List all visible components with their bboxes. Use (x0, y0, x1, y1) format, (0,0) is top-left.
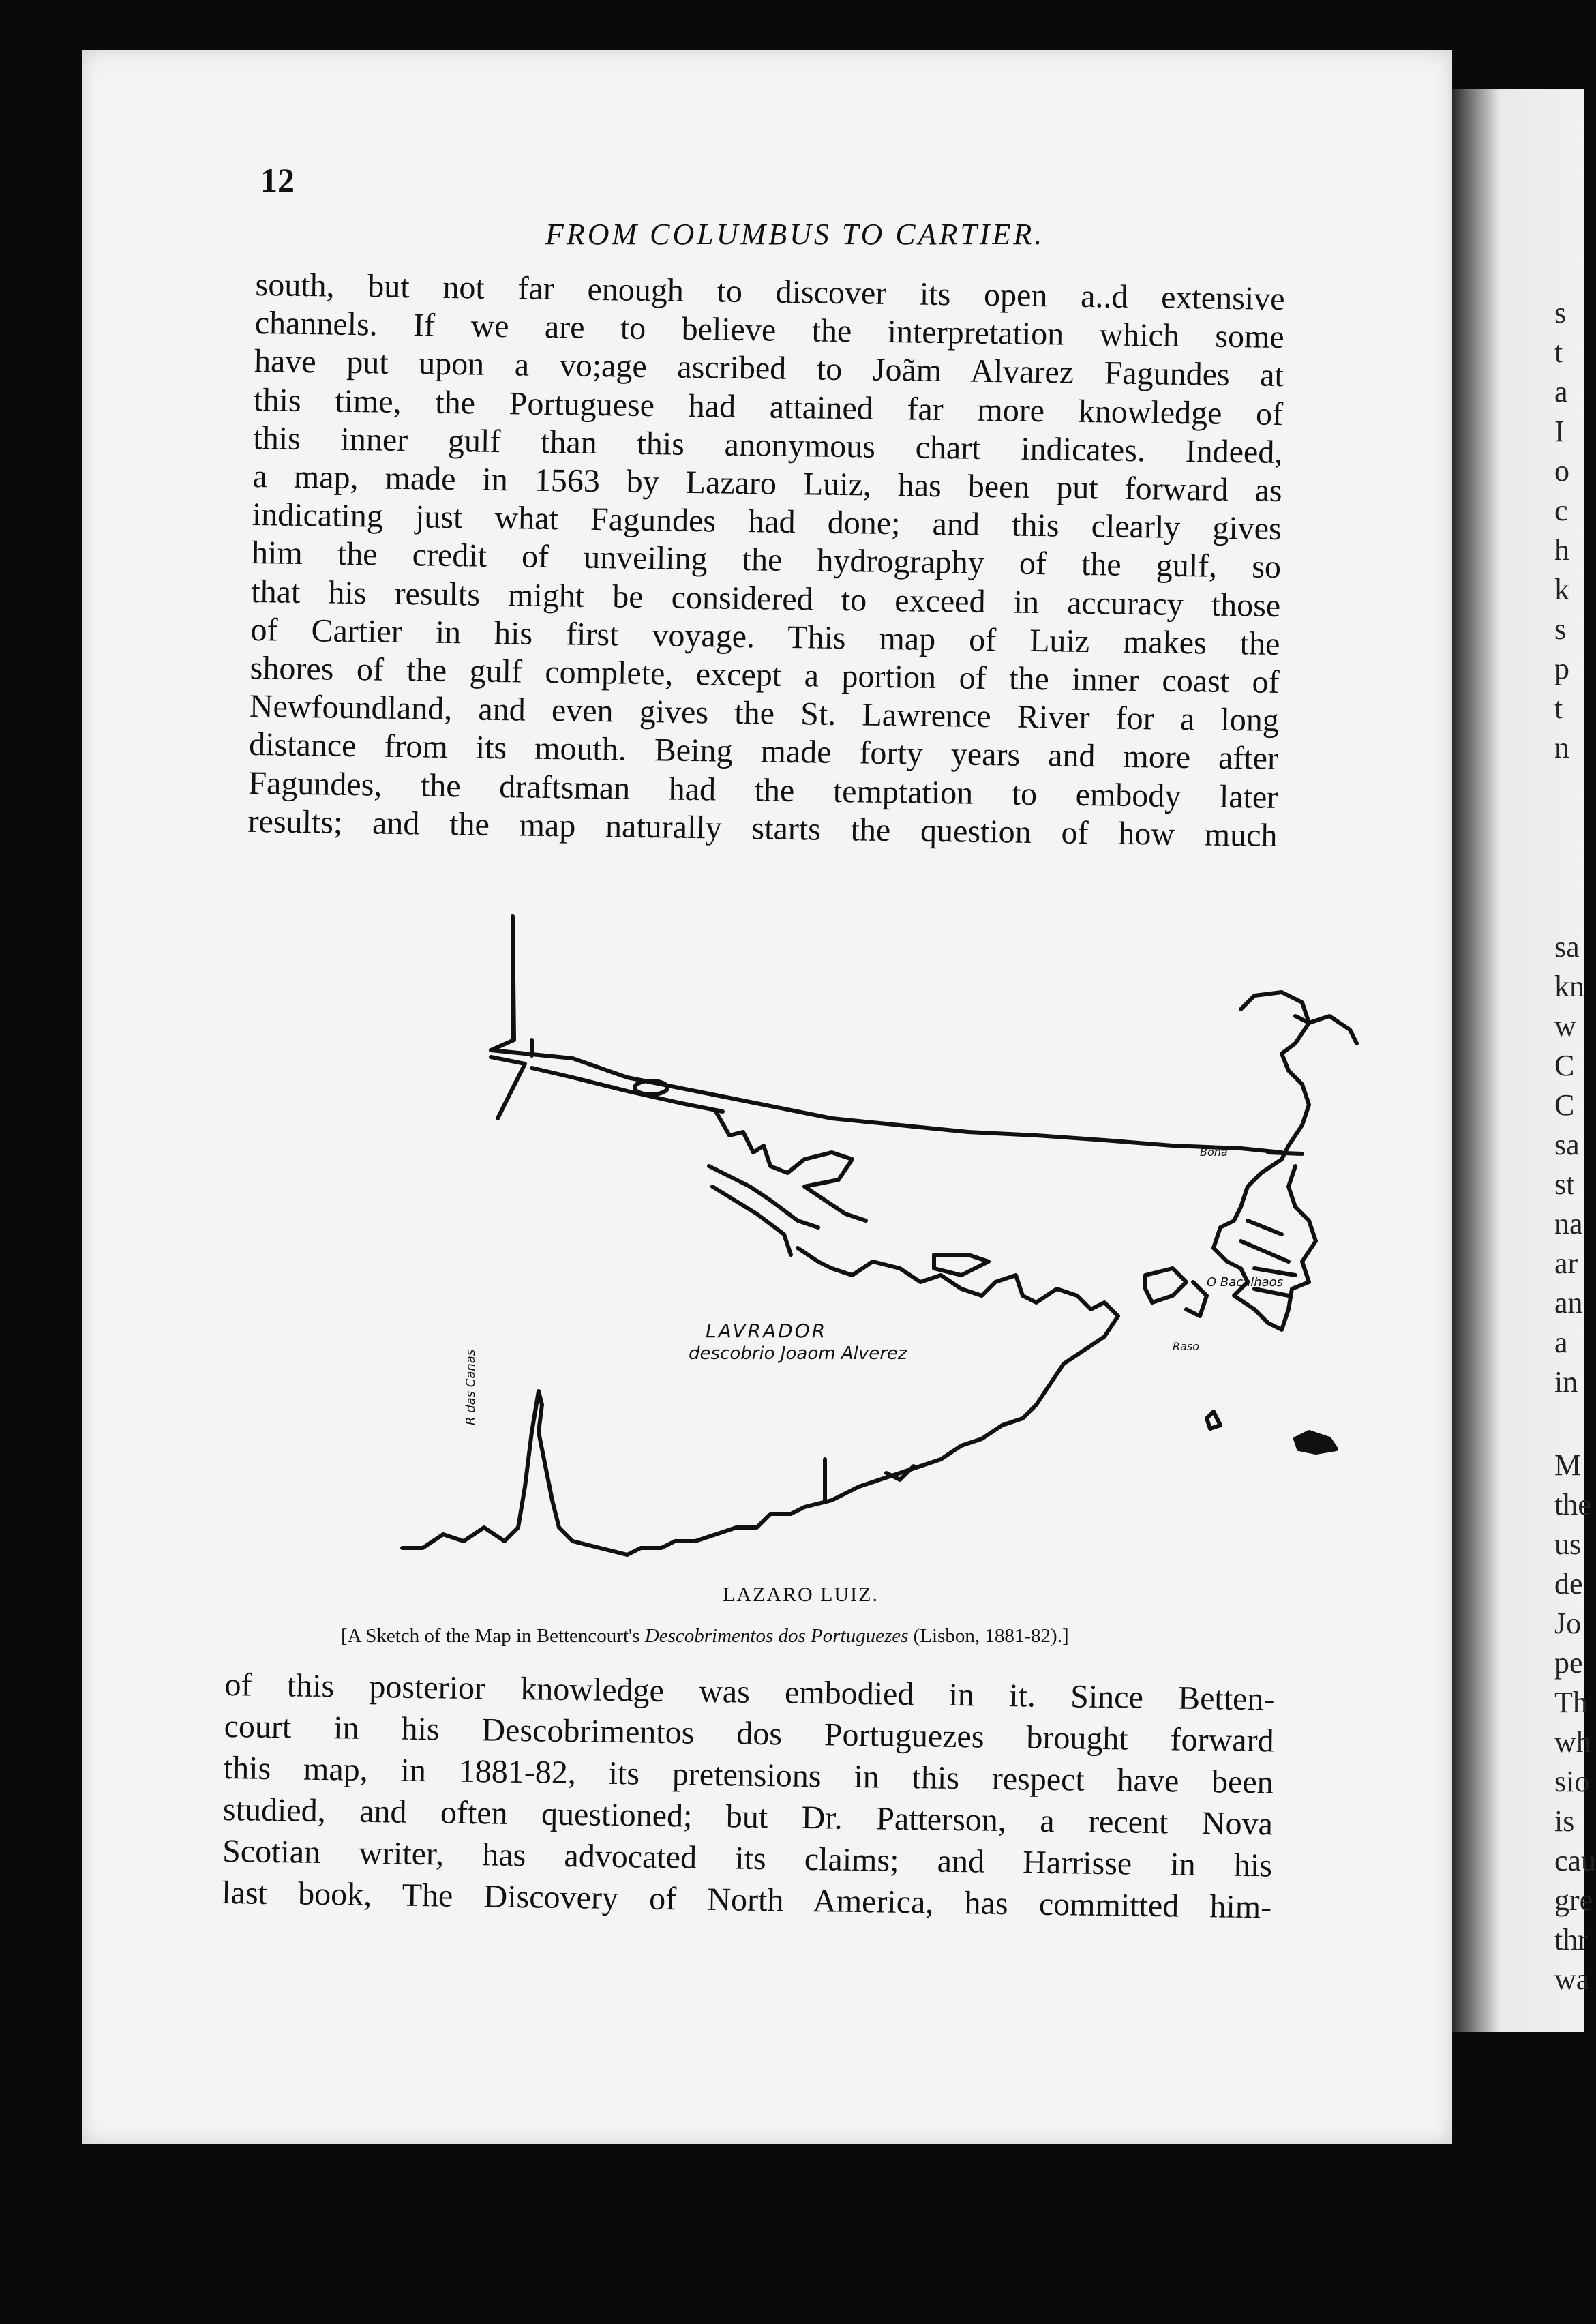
body-text-top (247, 266, 1285, 855)
facing-page-fragment: o (1554, 454, 1569, 488)
facing-page-fragment: t (1554, 691, 1563, 725)
text-line: channels. If we are to believe the interpretation which some (254, 305, 1285, 356)
facing-page-fragment: na (1554, 1207, 1583, 1240)
facing-page-fragment: M (1554, 1448, 1582, 1482)
text-line: that his results might be considered to exceed in accuracy those (250, 573, 1281, 624)
facing-page-fragment: wa (1554, 1963, 1590, 1996)
text-line: indicating just what Fagundes had done; and this clearly gives (252, 496, 1282, 548)
caption-book-title: Descobrimentos dos Portuguezes (644, 1625, 909, 1647)
facing-page-fragment: n (1554, 731, 1569, 764)
facing-page-fragment: k (1554, 573, 1569, 606)
text-line: of Cartier in his first voyage. This map of Luiz makes the (250, 611, 1280, 662)
facing-page-fragment: an (1554, 1286, 1583, 1320)
facing-page-fragment: p (1554, 652, 1569, 685)
text-line: this map, in 1881-82, its pretensions in this respect have been (223, 1749, 1274, 1801)
map-label-lavrador: LAVRADOR (706, 1320, 828, 1342)
text-line: him the credit of unveiling the hydrography of the gulf, so (251, 535, 1282, 586)
caption-suffix: (Lisbon, 1881-82).] (908, 1625, 1069, 1647)
facing-page-fragment: gre (1554, 1883, 1593, 1917)
facing-page-column-c (1554, 1446, 1595, 1999)
figure-caption (341, 1625, 1069, 1648)
map-label-raso: Raso (1173, 1340, 1200, 1353)
facing-page-edge (1452, 89, 1596, 2032)
facing-page-fragment: pe (1554, 1646, 1583, 1680)
facing-page-fragment: kn (1554, 970, 1584, 1003)
facing-page-fragment: thr (1554, 1923, 1588, 1956)
facing-page-fragment: C (1554, 1049, 1575, 1082)
facing-page-fragment: c (1554, 494, 1568, 527)
text-line: Newfoundland, and even gives the St. Lawrence River for a long (249, 688, 1280, 739)
facing-page-fragment: st (1554, 1167, 1575, 1201)
facing-page-fragment: s (1554, 612, 1567, 646)
facing-page-fragment: de (1554, 1567, 1583, 1600)
running-head: FROM COLUMBUS TO CARTIER. (545, 218, 1045, 251)
facing-page-fragment: C (1554, 1088, 1575, 1122)
text-line: shores of the gulf complete, except a portion of the inner coast of (250, 649, 1280, 701)
text-line: of this posterior knowledge was embodied in it. Since Betten- (224, 1666, 1275, 1718)
map-label-river: R das Canas (464, 1349, 478, 1425)
facing-page-column-a (1554, 293, 1595, 768)
text-line: a map, made in 1563 by Lazaro Luiz, has been put forward as (252, 458, 1282, 509)
figure-title: LAZARO LUIZ. (723, 1583, 879, 1606)
text-line: this time, the Portuguese had attained far more knowledge of (253, 381, 1284, 432)
page-number: 12 (260, 161, 295, 199)
facing-page-fragment: sa (1554, 1128, 1580, 1161)
facing-page-fragment: Th (1554, 1686, 1588, 1719)
map-label-bona: Bona (1200, 1146, 1228, 1159)
facing-page-fragment: a (1554, 375, 1568, 408)
facing-page-fragment: the (1554, 1488, 1591, 1521)
text-line: this inner gulf than this anonymous chart indicates. Indeed, (253, 419, 1283, 471)
body-text-bottom (222, 1664, 1275, 1928)
facing-page-fragment: a (1554, 1326, 1568, 1359)
text-line: have put upon a vo;age ascribed to Joãm Alvarez Fagundes at (254, 343, 1284, 394)
caption-prefix: [A Sketch of the Map in Bettencourt's (341, 1625, 645, 1647)
facing-page-fragment: is (1554, 1804, 1575, 1838)
text-line: results; and the map naturally starts the question of how much (247, 803, 1278, 854)
facing-page-fragment: s (1554, 296, 1567, 329)
facing-page-column-b (1554, 927, 1595, 1402)
text-line: Fagundes, the draftsman had the temptation to embody later (248, 764, 1278, 816)
facing-page-fragment: I (1554, 415, 1565, 448)
text-line: Scotian writer, has advocated its claims; and Harrisse in his (222, 1832, 1273, 1884)
text-line: court in his Descobrimentos dos Portuguezes brought forward (224, 1708, 1274, 1759)
facing-page-fragment: w (1554, 1009, 1576, 1043)
facing-page-fragment: in (1554, 1365, 1578, 1399)
facing-page-fragment: sa (1554, 930, 1580, 964)
map-label-bacalhaos: O Bacalhaos (1207, 1275, 1284, 1290)
facing-page-fragment: ar (1554, 1247, 1578, 1280)
facing-page-fragment: t (1554, 336, 1563, 369)
text-line: studied, and often questioned; but Dr. Patterson, a recent Nova (222, 1791, 1274, 1843)
map-label-descobrio: descobrio Joaom Alverez (689, 1343, 907, 1364)
facing-page-fragment: sio (1554, 1765, 1590, 1798)
facing-page-fragment: us (1554, 1528, 1582, 1561)
facing-page-fragment: cau (1554, 1844, 1596, 1877)
facing-page-fragment: h (1554, 533, 1569, 567)
facing-page-fragment: Jo (1554, 1607, 1582, 1640)
text-line: last book, The Discovery of North America, has committed him- (221, 1874, 1272, 1926)
text-line: south, but not far enough to discover its open a..d extensive (255, 266, 1285, 318)
text-line: distance from its mouth. Being made forty years and more after (248, 726, 1279, 777)
facing-page-fragment: wh (1554, 1725, 1591, 1759)
